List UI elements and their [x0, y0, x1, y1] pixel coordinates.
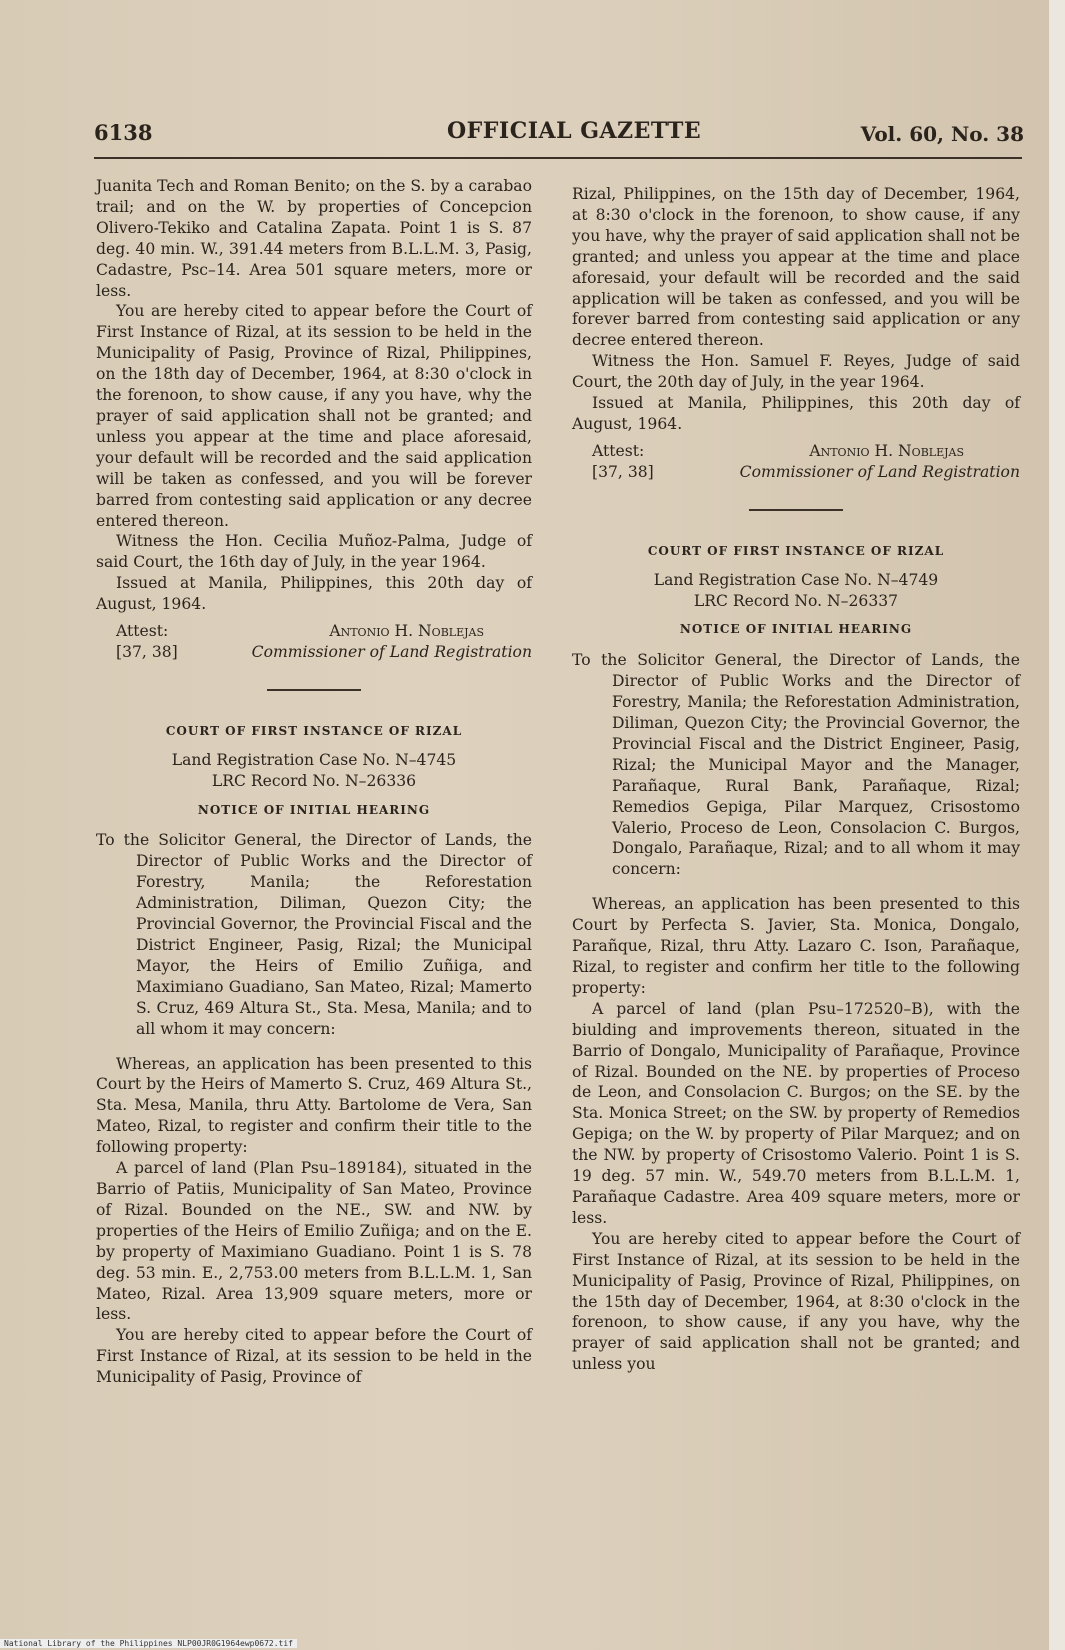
court-heading: COURT OF FIRST INSTANCE OF RIZAL	[165, 723, 463, 738]
paragraph: Juanita Tech and Roman Benito; on the S. by a carabao trail; and on the W. by properties of Concepcion Olivero-Tekiko and Catalina Zapata. Point 1 is S. 87 deg. 40 min. W., 391.44 meters from B.L.L.M. 3, Pasig, Cadastre, Psc–14. Area 501 square meters, more or less.	[96, 177, 532, 300]
publication-title: OFFICIAL GAZETTE	[447, 118, 702, 144]
volume-number: Vol. 60, No. 38	[860, 122, 1024, 146]
addressees: To the Solicitor General, the Director of Lands, the Director of Public Works and the Director of Forestry, Manila; the Reforestation Administration, Diliman, Quezon City; the Provincial Governor, the Provincial Fiscal and the District Engineer, Pasig, Rizal; the Municipal Mayor and the Manager, Parañaque, Rural Bank, Parañaque, Rizal; Remedios Gepiga, Pilar Marquez, Crisostomo Valerio, Proceso de Leon, Consolacion C. Burgos, Dongalo, Parañaque, Rizal; and to all whom it may concern:	[572, 651, 1020, 879]
paragraph: Rizal, Philippines, on the 15th day of December, 1964, at 8:30 o'clock in the forenoon, to show cause, if any you have, why the prayer of said application shall not be granted; and unless you appear at the time and place aforesaid, your default will be recorded and the said application will be taken as confessed, and you will be forever barred from contesting said application or any decree entered thereon.	[572, 185, 1020, 350]
paragraph: Witness the Hon. Samuel F. Reyes, Judge of said Court, the 20th day of July, in the year 1964.	[572, 352, 1020, 392]
attest-line	[96, 621, 532, 642]
scan-footer: National Library of the Philippines NLP00JR0G1964ewp0672.tif	[0, 1639, 297, 1648]
record-number: LRC Record No. N–26337	[693, 591, 899, 610]
attest-title-line	[572, 462, 1020, 483]
paragraph: Whereas, an application has been presented to this Court by Perfecta S. Javier, Sta. Monica, Dongalo, Parañque, Rizal, thru Atty. Lazaro C. Ison, Parañaque, Rizal, to register and confirm her title to the following property:	[572, 895, 1020, 997]
attest-label: Attest:	[592, 441, 645, 460]
notice-heading: NOTICE OF INITIAL HEARING	[197, 802, 431, 817]
section-divider	[267, 689, 361, 691]
header-rule	[94, 157, 1022, 159]
attest-line	[572, 441, 1020, 462]
paragraph: A parcel of land (Plan Psu–189184), situated in the Barrio of Patiis, Municipality of San Mateo, Province of Rizal. Bounded on the NE., SW. and NW. by properties of the Heirs of Emilio Zuñiga; and on the E. by property of Maximiano Guadiano. Point 1 is S. 78 deg. 53 min. E., 2,753.00 meters from B.L.L.M. 1, San Mateo, Rizal. Area 13,909 square meters, more or less.	[96, 1159, 532, 1324]
paragraph: Witness the Hon. Cecilia Muñoz-Palma, Judge of said Court, the 16th day of July, in the year 1964.	[96, 532, 532, 572]
page-header	[94, 118, 1024, 154]
addressees: To the Solicitor General, the Director of Lands, the Director of Public Works and the Director of Forestry, Manila; the Reforestation Administration, Diliman, Quezon City; the Provincial Governor, the Provincial Fiscal and the District Engineer, Pasig, Rizal; the Municipal Mayor, the Heirs of Emilio Zuñiga, and Maximiano Guadiano, San Mateo, Rizal; Mamerto S. Cruz, 469 Altura St., Sta. Mesa, Manila; and to all whom it may concern:	[96, 831, 532, 1038]
case-number: Land Registration Case No. N–4749	[653, 570, 939, 589]
attest-name: Antonio H. Noblejas	[809, 441, 964, 460]
attest-title-line	[96, 642, 532, 663]
paragraph: You are hereby cited to appear before the Court of First Instance of Rizal, at its session to be held in the Municipality of Pasig, Province of Rizal, Philippines, on the 15th day of December, 1964, at 8:30 o'clock in the forenoon, to show cause, if any you have, why the prayer of said application shall not be granted; and unless you	[572, 1229, 1020, 1374]
case-number: Land Registration Case No. N–4745	[171, 750, 457, 769]
court-heading: COURT OF FIRST INSTANCE OF RIZAL	[647, 543, 945, 558]
paragraph: A parcel of land (plan Psu–172520–B), with the biulding and improvements thereon, situated in the Barrio of Dongalo, Municipality of Parañaque, Province of Rizal. Bounded on the NE. by properties of Proceso de Leon, and Consolacion C. Burgos; on the SE. by the Sta. Monica Street; on the SW. by property of Remedios Gepiga; on the W. by property of Pilar Marquez; and on the NW. by property of Crisostomo Valerio. Point 1 is S. 19 deg. 57 min. W., 549.70 meters from B.L.L.M. 1, Parañaque Cadastre. Area 409 square meters, more or less.	[572, 999, 1020, 1227]
attest-name: Antonio H. Noblejas	[329, 622, 484, 641]
right-column	[572, 184, 1020, 1375]
record-number: LRC Record No. N–26336	[211, 771, 417, 790]
paragraph: Issued at Manila, Philippines, this 20th day of August, 1964.	[96, 574, 532, 614]
paragraph: Issued at Manila, Philippines, this 20th day of August, 1964.	[572, 394, 1020, 433]
issue-reference: [37, 38]	[592, 462, 654, 481]
scan-margin	[1049, 0, 1065, 1650]
attest-title: Commissioner of Land Registration	[251, 642, 532, 661]
left-column	[96, 176, 532, 1388]
issue-reference: [37, 38]	[116, 642, 178, 661]
attest-title: Commissioner of Land Registration	[739, 462, 1020, 481]
notice-heading: NOTICE OF INITIAL HEARING	[679, 622, 913, 637]
section-divider	[749, 509, 843, 511]
paragraph: Whereas, an application has been presented to this Court by the Heirs of Mamerto S. Cruz, 469 Altura St., Sta. Mesa, Manila, thru Atty. Bartolome de Vera, San Mateo, Rizal, to register and confirm their title to the following property:	[96, 1054, 532, 1157]
paragraph: You are hereby cited to appear before the Court of First Instance of Rizal, at its session to be held in the Municipality of Pasig, Province of	[96, 1326, 532, 1387]
attest-label: Attest:	[116, 622, 169, 641]
paragraph: You are hereby cited to appear before the Court of First Instance of Rizal, at its session to be held in the Municipality of Pasig, Province of Rizal, Philippines, on the 18th day of December, 1964, at 8:30 o'clock in the forenoon, to show cause, if any you have, why the prayer of said application shall not be granted; and unless you appear at the time and place aforesaid, your default will be recorded and the said application will be taken as confessed, and you will be forever barred from contesting said application or any decree entered thereon.	[96, 302, 532, 530]
page-number: 6138	[94, 120, 153, 145]
